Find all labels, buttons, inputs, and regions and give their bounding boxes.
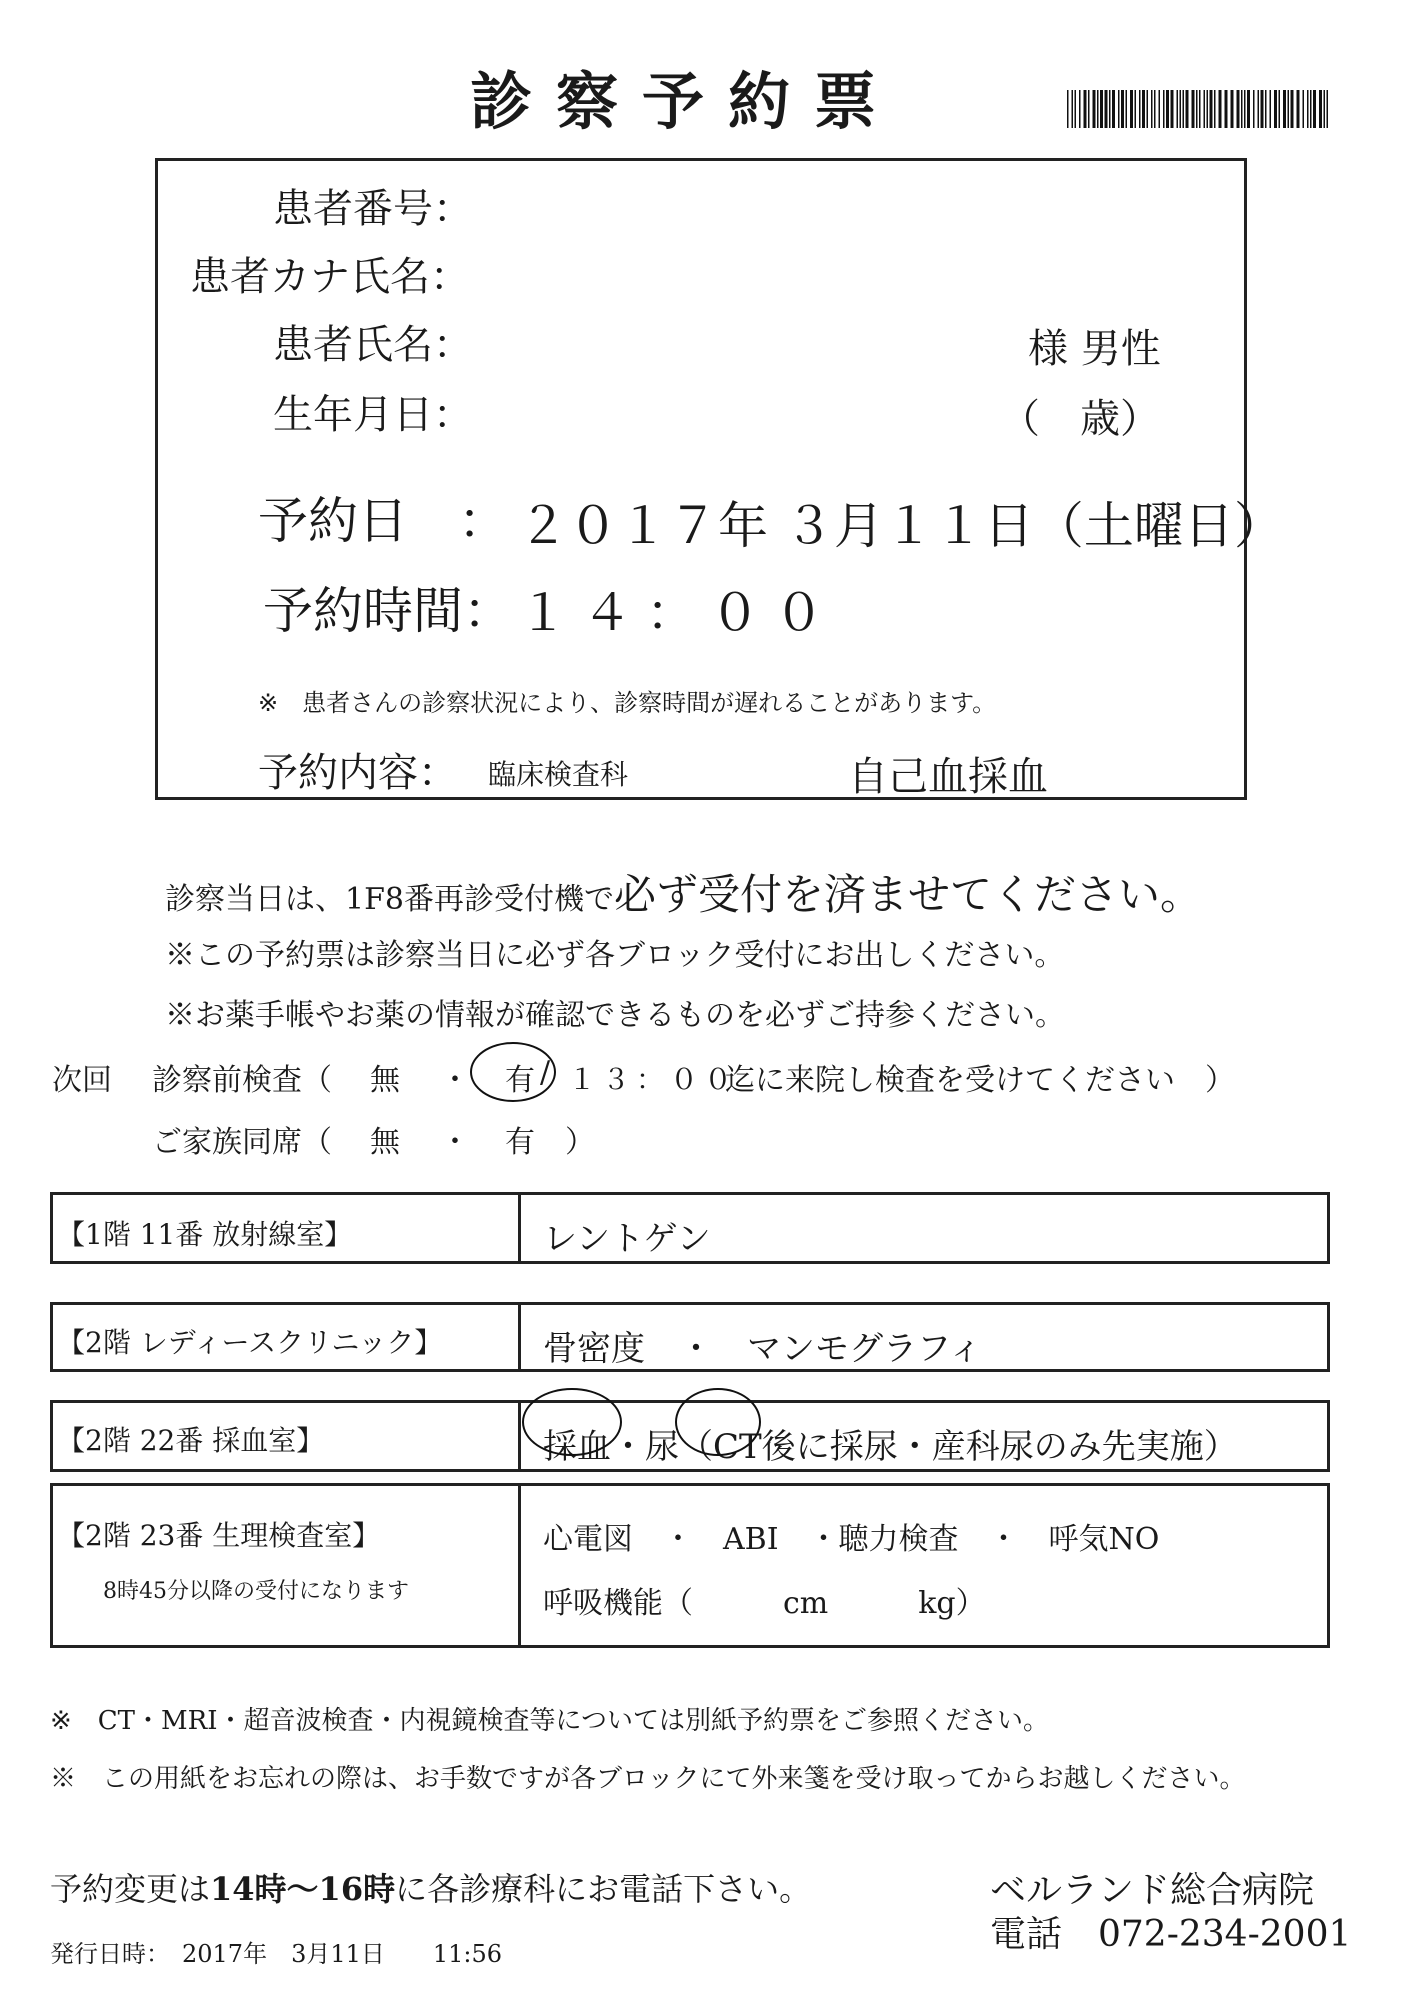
pre-exam-instruction: 迄に来院し検査を受けてください ） <box>725 1063 1235 1098</box>
honorific-gender: 様 男性 <box>1028 326 1161 372</box>
birthdate-label: 生年月日： <box>273 392 473 438</box>
pre-exam-none: 無 <box>370 1063 400 1098</box>
exam-row-value: レントゲン <box>543 1219 711 1259</box>
pre-exam-yes: 有 <box>505 1063 535 1098</box>
family-attendance-label: ご家族同席（ <box>152 1125 332 1160</box>
hospital-name: ベルランド総合病院 <box>990 1870 1315 1911</box>
pre-exam-time: １３：００ <box>568 1063 739 1096</box>
issued-datetime: 発行日時： 2017年 3月11日 11:56 <box>50 1940 503 1968</box>
change-suffix: に各診療科にお電話下さい。 <box>395 1870 812 1908</box>
appointment-content-label: 予約内容： <box>258 750 458 796</box>
appointment-date: ２０１７年 ３月１１日（土曜日） <box>518 497 1284 555</box>
hospital-phone: 電話 072-234-2001 <box>990 1914 1352 1955</box>
family-none: 無 <box>370 1125 400 1160</box>
yes-circle-mark <box>470 1042 556 1102</box>
exam-row-label: 【2階 レディースクリニック】 <box>57 1326 443 1359</box>
exam-row-label: 【2階 22番 採血室】 <box>57 1424 325 1457</box>
pre-exam-slash: / <box>540 1055 551 1090</box>
appointment-time-label: 予約時間： <box>263 582 513 640</box>
patient-info-box <box>155 158 1284 800</box>
exam-row-value: 心電図 ・ ABI ・聴力検査 ・ 呼気NO <box>543 1522 1160 1557</box>
exam-row-physiology <box>50 1483 1330 1648</box>
note-separate-ticket: ※ CT・MRI・超音波検査・内視鏡検査等については別紙予約票をご参照ください。 <box>50 1706 1049 1736</box>
pre-exam-label: 診察前検査（ <box>152 1063 332 1098</box>
checkin-instruction-prefix: 診察当日は、1F8番再診受付機で <box>165 882 614 917</box>
exam-row-value-2: 呼吸機能（ cm kg） <box>543 1586 986 1621</box>
exam-row-label: 【1階 11番 放射線室】 <box>57 1218 353 1251</box>
barcode <box>1067 90 1329 128</box>
patient-kana-label: 患者カナ氏名： <box>190 254 470 300</box>
change-prefix: 予約変更は <box>50 1870 211 1908</box>
instruction-line-3: ※お薬手帳やお薬の情報が確認できるものを必ずご持参ください。 <box>165 998 1065 1033</box>
appointment-date-label: 予約日 ： <box>258 492 508 550</box>
pre-exam-dot: ・ <box>440 1063 470 1098</box>
exam-row-value: 採血・尿（CT後に採尿・産科尿のみ先実施） <box>543 1427 1238 1467</box>
department: 臨床検査科 <box>488 758 629 791</box>
change-instruction <box>50 1864 811 1910</box>
checkin-instruction-emphasis: 必ず受付を済ませてください。 <box>614 870 1203 919</box>
note-forgotten-ticket: ※ この用紙をお忘れの際は、お手数ですが各ブロックにて外来箋を受け取ってからお越しください。 <box>50 1764 1246 1794</box>
family-yes: 有 <box>505 1125 535 1160</box>
appointment-content: 自己血採血 <box>848 754 1048 800</box>
checkin-instruction <box>165 862 1202 922</box>
exam-row-subnote: 8時45分以降の受付になります <box>103 1579 409 1604</box>
exam-row-value: 骨密度 ・ マンモグラフィ <box>543 1329 983 1369</box>
delay-note: ※ 患者さんの診察状況により、診察時間が遅れることがあります。 <box>258 689 997 717</box>
family-close: ） <box>565 1125 595 1160</box>
exam-row-label: 【2階 23番 生理検査室】 <box>57 1519 381 1552</box>
patient-age: （ 歳） <box>1000 396 1160 442</box>
family-dot: ・ <box>440 1125 470 1160</box>
patient-name-label: 患者氏名： <box>273 322 473 368</box>
instruction-line-2: ※この予約票は診察当日に必ず各ブロック受付にお出しください。 <box>165 938 1065 973</box>
next-visit-label: 次回 <box>52 1063 112 1098</box>
exam-row-radiology <box>50 1192 1330 1264</box>
patient-number-label: 患者番号： <box>273 186 473 232</box>
appointment-time: １４：００ <box>518 584 838 642</box>
page-title: 診察予約票 <box>470 65 901 138</box>
change-hours: 14時〜16時 <box>210 1870 396 1908</box>
urine-circle-mark <box>675 1388 761 1456</box>
blood-circle-mark <box>522 1388 622 1456</box>
exam-row-ladies-clinic <box>50 1302 1330 1372</box>
